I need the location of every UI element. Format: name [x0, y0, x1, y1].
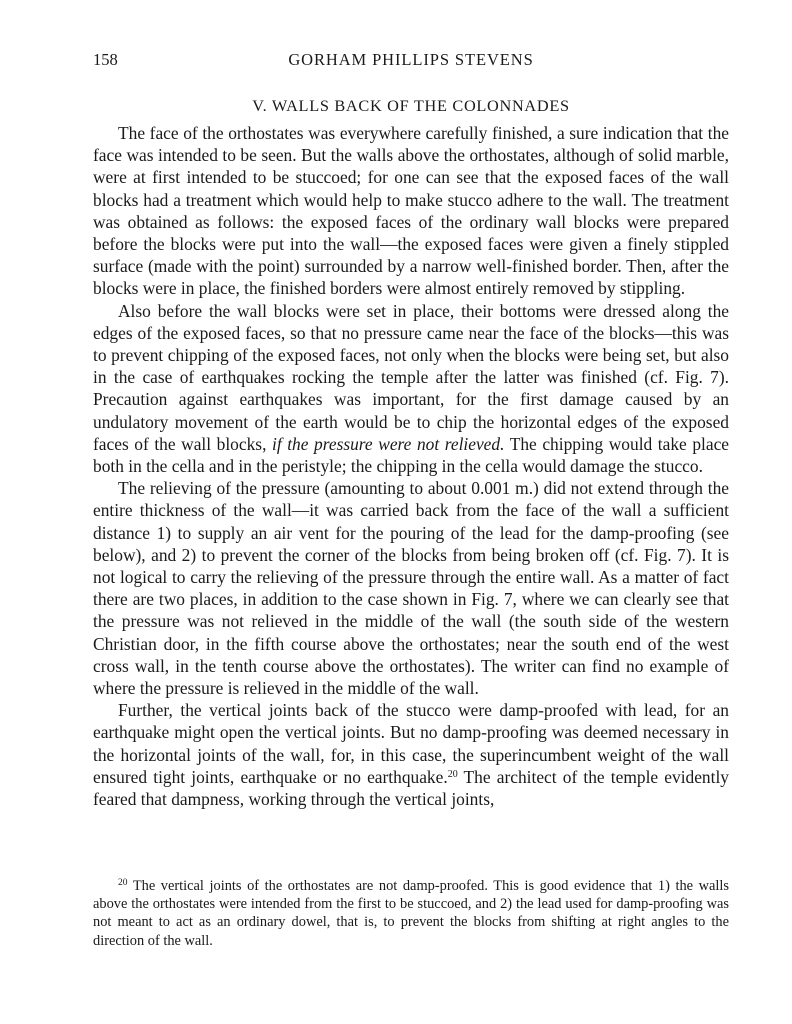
italic-emphasis: if the pressure were not relieved.: [272, 433, 505, 454]
running-head: [93, 50, 729, 72]
paragraph: [93, 699, 729, 810]
paragraph: [93, 122, 729, 300]
running-title: GORHAM PHILLIPS STEVENS: [288, 50, 534, 69]
paragraph: [93, 477, 729, 699]
page-number: 158: [93, 50, 118, 69]
section-heading: V. WALLS BACK OF THE COLONNADES: [252, 96, 570, 115]
footnote-reference[interactable]: 20: [447, 768, 458, 780]
paragraph-text: The chipping would take place both in the cella and in the peristyle; the chipping in the cella would damage the stucco.: [93, 433, 730, 477]
footnote: [93, 877, 729, 950]
paragraph: [93, 300, 729, 478]
paragraph-text: Further, the vertical joints back of the stucco were damp-proofed with lead, for an earthquake might open the vertical joints. But no damp-proofing was deemed necessary in the horizontal joints of the wall, for, in this case, the superincumbent weight of the wall ensured tight joints, earthquake or no earthquake.: [93, 700, 729, 787]
footnote-marker: 20: [118, 878, 128, 888]
paragraph-text: Also before the wall blocks were set in place, their bottoms were dressed along the edges of the exposed faces, so that no pressure came near the face of the blocks—this was to prevent chipping of the exposed faces, not only when the blocks were being set, but also in the case of earthquakes rocking the temple after the latter was finished (cf. Fig. 7). Precaution against earthquakes was important, for the first damage caused by an undulatory movement of the earth would be to chip the horizontal edges of the exposed faces of the wall blocks,: [93, 300, 729, 454]
paragraph-text: The architect of the temple evidently feared that dampness, working through the vertical joints,: [93, 766, 729, 810]
footnotes: [93, 877, 729, 950]
footnote-text: The vertical joints of the orthostates are not damp-proofed. This is good evidence that 1) the walls above the orthostates were intended from the first to be stuccoed, and 2) the lead used for damp-proofing was not meant to act as an ordinary dowel, that is, to prevent the blocks from shifting at right angles to the direction of the wall.: [93, 878, 729, 949]
paragraph-text: The face of the orthostates was everywhere carefully finished, a sure indication that the face was intended to be seen. But the walls above the orthostates, although of solid marble, were at first intended to be stuccoed; for one can see that the exposed faces of the wall blocks had a treatment which would help to make stucco adhere to the wall. The treatment was obtained as follows: the exposed faces of the ordinary wall blocks were prepared before the blocks were put into the wall—the exposed faces were given a finely stippled surface (made with the point) surrounded by a narrow well-finished border. Then, after the blocks were in place, the finished borders were almost entirely removed by stippling.: [93, 123, 729, 299]
body-text: [93, 122, 729, 810]
paragraph-text: The relieving of the pressure (amounting to about 0.001 m.) did not extend through the entire thickness of the wall—it was carried back from the face of the wall a sufficient distance 1) to supply an air vent for the pouring of the lead for the damp-proofing (see below), and 2) to prevent the corner of the blocks from being broken off (cf. Fig. 7). It is not logical to carry the relieving of the pressure through the entire wall. As a matter of fact there are two places, in addition to the case shown in Fig. 7, where we can clearly see that the pressure was not relieved in the middle of the wall (the south side of the western Christian door, in the fifth course above the orthostates; near the south end of the west cross wall, in the tenth course above the orthostates). The writer can find no example of where the pressure is relieved in the middle of the wall.: [93, 478, 729, 699]
